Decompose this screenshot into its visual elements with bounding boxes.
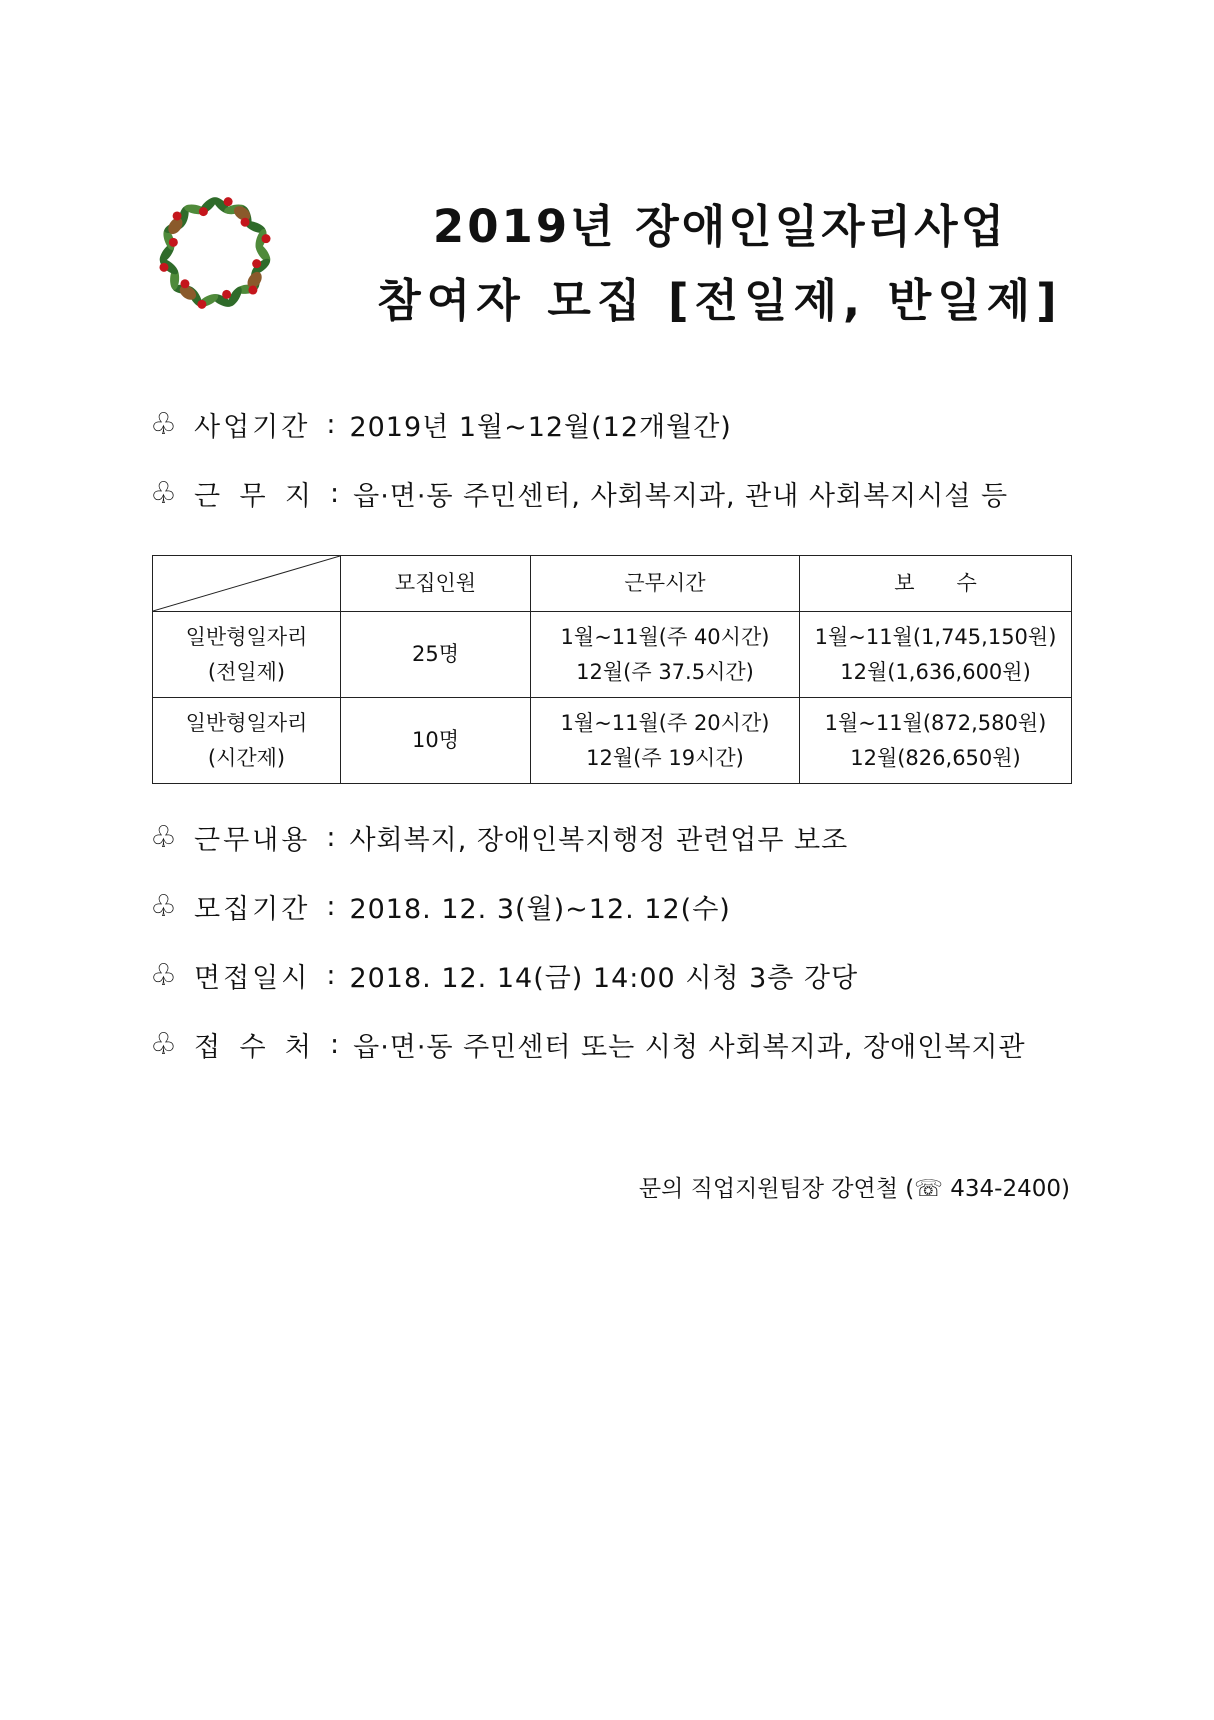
info-duties	[150, 818, 1070, 857]
wreath-berry	[222, 290, 231, 299]
wreath-berry	[159, 263, 168, 272]
info-workplace-value: 읍·면·동 주민센터, 사회복지과, 관내 사회복지시설 등	[353, 481, 1009, 512]
wreath-berry	[173, 211, 182, 220]
wreath-berry	[169, 238, 178, 247]
wreath-berry	[252, 259, 261, 268]
club-outline-icon: ♧	[150, 1027, 177, 1062]
label-char: 처	[284, 1032, 314, 1063]
label-char: 수	[239, 1032, 269, 1063]
info-reception-label	[194, 1025, 314, 1064]
colon: :	[326, 891, 336, 922]
jobs-table	[152, 555, 1072, 784]
info-interview-label: 면접일시	[194, 963, 311, 994]
label-char: 접	[194, 1032, 224, 1063]
colon: :	[330, 1029, 340, 1060]
row-pay-line1: 1월~11월(872,580원)	[824, 710, 1047, 735]
wreath-berry	[180, 279, 189, 288]
info-duties-value: 사회복지, 장애인복지행정 관련업무 보조	[349, 825, 849, 856]
wreath-berry	[241, 218, 250, 227]
row-count: 25명	[341, 612, 531, 698]
header-hours: 근무시간	[531, 556, 800, 612]
colon: :	[326, 822, 336, 853]
row-count: 10명	[341, 698, 531, 784]
info-interview	[150, 956, 1070, 995]
label-char: 근	[194, 481, 224, 512]
row-hours	[531, 612, 800, 698]
row-pay-line2: 12월(826,650원)	[850, 745, 1021, 770]
info-period	[150, 405, 1070, 444]
club-outline-icon: ♧	[150, 407, 177, 442]
header-count: 모집인원	[341, 556, 531, 612]
table-row	[153, 698, 1072, 784]
label-char: 지	[284, 481, 314, 512]
row-pay-line2: 12월(1,636,600원)	[840, 659, 1031, 684]
row-type-line2: (전일제)	[207, 659, 286, 684]
page-title-line2: 참여자 모집 [전일제, 반일제]	[377, 274, 1063, 327]
club-outline-icon: ♧	[150, 820, 177, 855]
club-outline-icon: ♧	[150, 889, 177, 924]
table-corner-cell	[153, 556, 341, 612]
header-pay: 보 수	[800, 556, 1072, 612]
colon: :	[326, 960, 336, 991]
row-type	[153, 612, 341, 698]
colon: :	[326, 409, 336, 440]
table-row	[153, 612, 1072, 698]
row-type	[153, 698, 341, 784]
row-pay	[800, 698, 1072, 784]
wreath-berry	[262, 234, 271, 243]
info-recruit-period-value: 2018. 12. 3(월)~12. 12(수)	[349, 894, 731, 925]
wreath-berry	[197, 300, 206, 309]
row-type-line2: (시간제)	[207, 745, 286, 770]
wreath-berry	[199, 207, 208, 216]
table-header-row	[153, 556, 1072, 612]
info-reception-value: 읍·면·동 주민센터 또는 시청 사회복지과, 장애인복지관	[353, 1032, 1026, 1063]
info-workplace	[150, 474, 1070, 513]
contact-info: 문의 직업지원팀장 강연철 (☏ 434-2400)	[638, 1176, 1070, 1202]
club-outline-icon: ♧	[150, 958, 177, 993]
row-hours-line2: 12월(주 19시간)	[586, 745, 744, 770]
page-title-line1: 2019년 장애인일자리사업	[432, 200, 1008, 253]
info-recruit-period-label: 모집기간	[194, 894, 311, 925]
row-type-line1: 일반형일자리	[185, 624, 308, 649]
info-period-value: 2019년 1월~12월(12개월간)	[349, 412, 732, 443]
info-recruit-period	[150, 887, 1070, 926]
info-period-label: 사업기간	[194, 412, 311, 443]
diagonal-line	[153, 556, 340, 611]
row-pay-line1: 1월~11월(1,745,150원)	[814, 624, 1057, 649]
row-hours-line1: 1월~11월(주 40시간)	[560, 624, 770, 649]
info-interview-value: 2018. 12. 14(금) 14:00 시청 3층 강당	[349, 963, 859, 994]
row-hours-line2: 12월(주 37.5시간)	[576, 659, 754, 684]
info-workplace-label	[194, 474, 314, 513]
info-reception	[150, 1025, 1070, 1064]
christmas-wreath-icon	[150, 188, 280, 318]
wreath-berry	[248, 286, 257, 295]
row-hours-line1: 1월~11월(주 20시간)	[560, 710, 770, 735]
wreath-berry	[224, 197, 233, 206]
label-char: 무	[239, 481, 269, 512]
club-outline-icon: ♧	[150, 476, 177, 511]
row-type-line1: 일반형일자리	[185, 710, 308, 735]
colon: :	[330, 478, 340, 509]
row-pay	[800, 612, 1072, 698]
info-duties-label: 근무내용	[194, 825, 311, 856]
row-hours	[531, 698, 800, 784]
